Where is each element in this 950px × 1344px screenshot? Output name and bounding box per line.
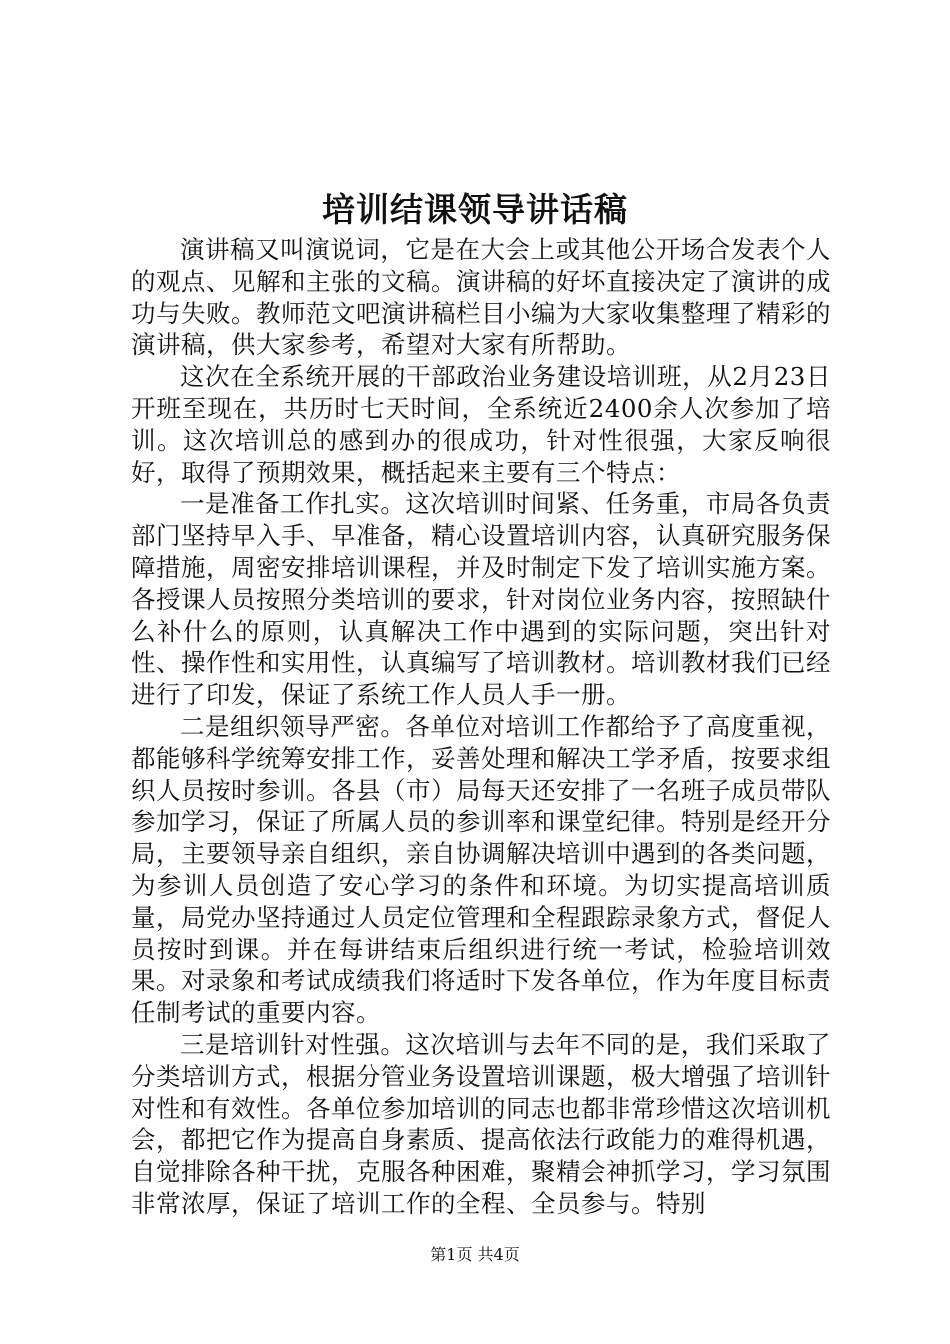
page-number-footer: 第1页 共4页	[430, 1245, 520, 1264]
paragraph-point-two: 二是组织领导严密。各单位对培训工作都给予了高度重视，都能够科学统筹安排工作，妥善处理和解决工学矛盾，按要求组织人员按时参训。各县（市）局每天还安排了一名班子成员带队参加学习，保证了所属人员的参训率和课堂纪律。特别是经开分局，主要领导亲自组织，亲自协调解决培训中遇到的各类问题，为参训人员创造了安心学习的条件和环境。为切实提高培训质量，局党办坚持通过人员定位管理和全程跟踪录象方式，督促人员按时到课。并在每讲结束后组织进行统一考试，检验培训效果。对录象和考试成绩我们将适时下发各单位，作为年度目标责任制考试的重要内容。	[131, 711, 831, 1028]
paragraph-intro: 演讲稿又叫演说词，它是在大会上或其他公开场合发表个人的观点、见解和主张的文稿。演讲稿的好坏直接决定了演讲的成功与失败。教师范文吧演讲稿栏目小编为大家收集整理了精彩的演讲稿，供大家参考，希望对大家有所帮助。	[131, 235, 831, 360]
paragraph-point-one: 一是准备工作扎实。这次培训时间紧、任务重，市局各负责部门坚持早入手、早准备，精心设置培训内容，认真研究服务保障措施，周密安排培训课程，并及时制定下发了培训实施方案。各授课人员按照分类培训的要求，针对岗位业务内容，按照缺什么补什么的原则，认真解决工作中遇到的实际问题，突出针对性、操作性和实用性，认真编写了培训教材。培训教材我们已经进行了印发，保证了系统工作人员人手一册。	[131, 489, 831, 710]
paragraph-overview: 这次在全系统开展的干部政治业务建设培训班，从2月23日开班至现在，共历时七天时间，全系统近2400余人次参加了培训。这次培训总的感到办的很成功，针对性很强，大家反响很好，取得了预期效果，概括起来主要有三个特点：	[131, 362, 831, 487]
document-title: 培训结课领导讲话稿	[322, 190, 628, 229]
document-body	[131, 234, 831, 1220]
paragraph-point-three: 三是培训针对性强。这次培训与去年不同的是，我们采取了分类培训方式，根据分管业务设置培训课题，极大增强了培训针对性和有效性。各单位参加培训的同志也都非常珍惜这次培训机会，都把它作为提高自身素质、提高依法行政能力的难得机遇，自觉排除各种干扰，克服各种困难，聚精会神抓学习，学习氛围非常浓厚，保证了培训工作的全程、全员参与。特别	[131, 1029, 831, 1218]
